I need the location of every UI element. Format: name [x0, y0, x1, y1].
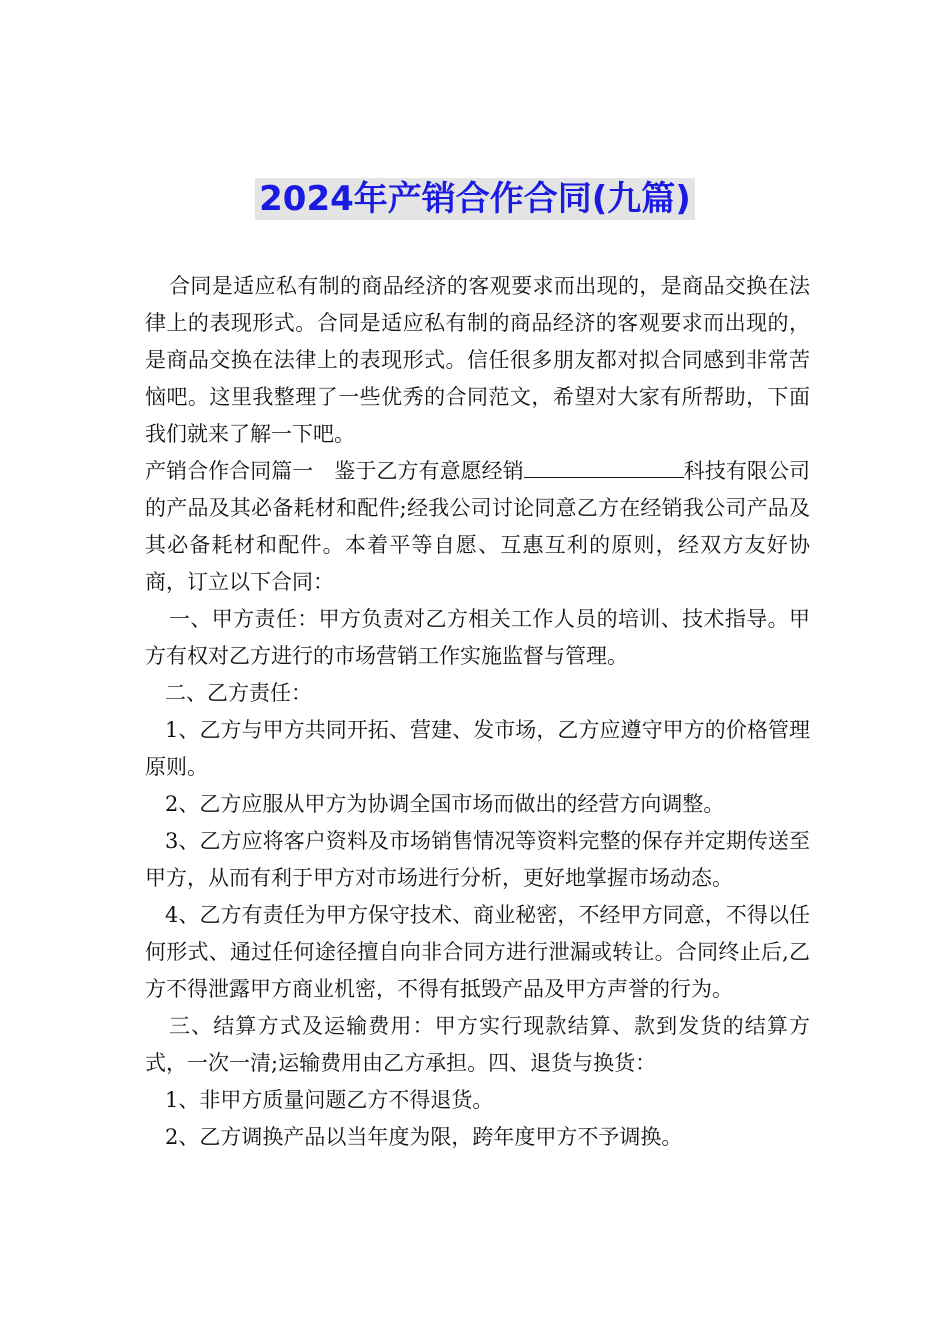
clause-2-item-4: 4、乙方有责任为甲方保守技术、商业秘密，不经甲方同意，不得以任何形式、通过任何途径擅自向非合同方进行泄漏或转让。合同终止后,乙方不得泄露甲方商业机密，不得有抵毁产品及甲方声誉的行为。 — [145, 903, 810, 1001]
section-intro-text-after: 科技有限公司的产品及其必备耗材和配件;经我公司讨论同意乙方在经销我公司产品及其必备耗材和配件。本着平等自愿、互惠互利的原则，经双方友好协商，订立以下合同： — [145, 459, 810, 594]
section-intro-text-before: 产销合作合同篇一 鉴于乙方有意愿经销 — [145, 459, 524, 483]
clause-2-item-1: 1、乙方与甲方共同开拓、营建、发市场，乙方应遵守甲方的价格管理原则。 — [145, 718, 810, 779]
fill-in-blank — [524, 457, 684, 478]
document-title: 2024年产销合作合同(九篇) — [255, 178, 695, 220]
intro-paragraph: 合同是适应私有制的商品经济的客观要求而出现的，是商品交换在法律上的表现形式。合同是适应私有制的商品经济的客观要求而出现的，是商品交换在法律上的表现形式。信任很多朋友都对拟合同感到非常苦恼吧。这里我整理了一些优秀的合同范文，希望对大家有所帮助，下面我们就来了解一下吧。 — [145, 274, 810, 446]
clause-2-heading: 二、乙方责任： — [165, 681, 312, 705]
clause-2-item-2: 2、乙方应服从甲方为协调全国市场而做出的经营方向调整。 — [165, 792, 725, 816]
clause-4-item-2: 2、乙方调换产品以当年度为限，跨年度甲方不予调换。 — [165, 1125, 683, 1149]
clause-1-paragraph: 一、甲方责任：甲方负责对乙方相关工作人员的培训、技术指导。甲方有权对乙方进行的市场营销工作实施监督与管理。 — [145, 607, 810, 668]
clause-4-item-1: 1、非甲方质量问题乙方不得退货。 — [165, 1088, 494, 1112]
document-body — [145, 268, 810, 1156]
title-container — [0, 178, 950, 220]
section-intro-paragraph — [145, 453, 810, 601]
clause-3-paragraph: 三、结算方式及运输费用：甲方实行现款结算、款到发货的结算方式，一次一清;运输费用由乙方承担。四、退货与换货： — [145, 1014, 810, 1075]
clause-2-item-3: 3、乙方应将客户资料及市场销售情况等资料完整的保存并定期传送至甲方，从而有利于甲方对市场进行分析，更好地掌握市场动态。 — [145, 829, 810, 890]
